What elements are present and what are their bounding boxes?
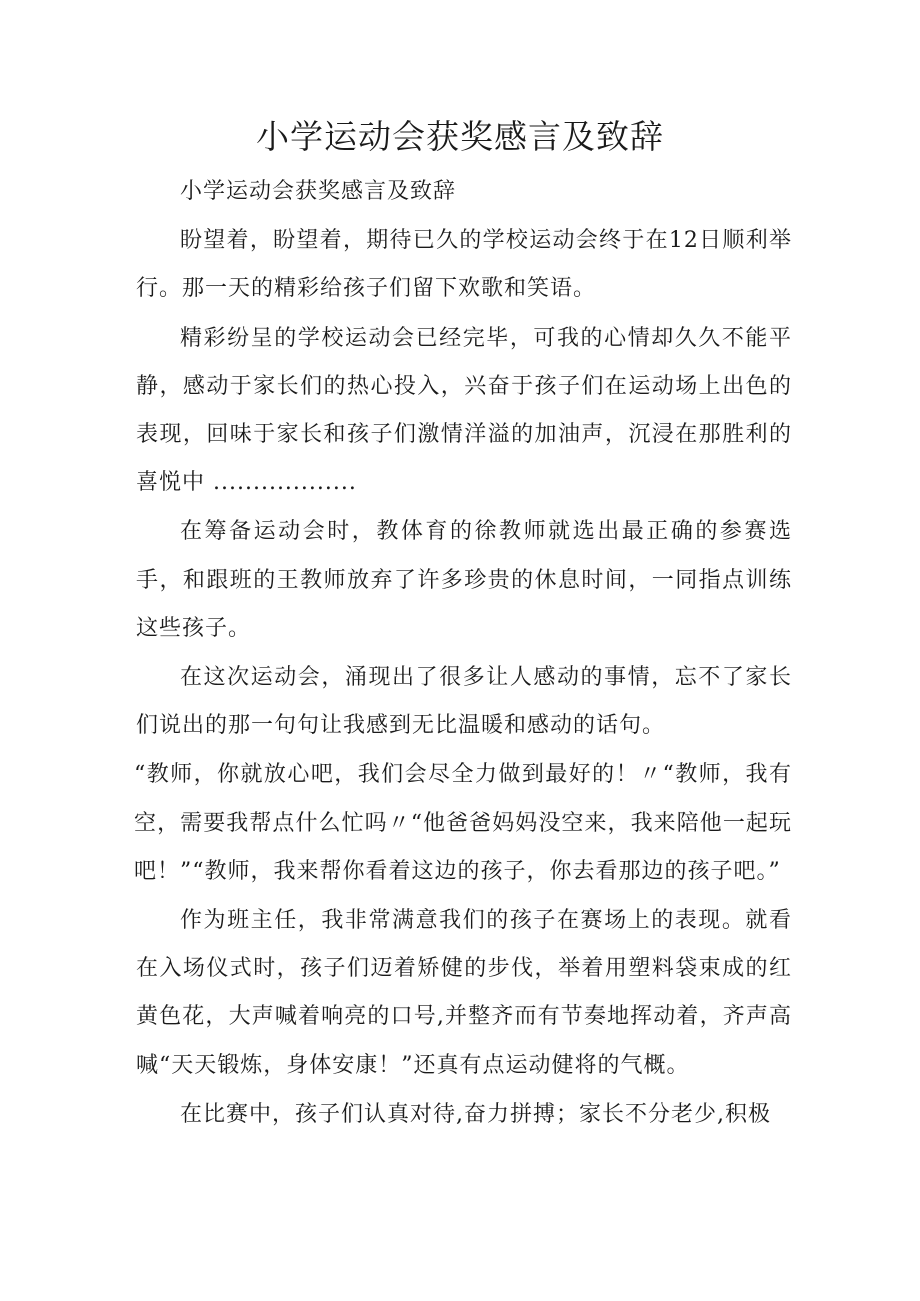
paragraph-feelings: 精彩纷呈的学校运动会已经完毕，可我的心情却久久不能平静，感动于家长们的热心投入，兴奋于孩子们在运动场上出色的表现，回味于家长和孩子们激情洋溢的加油声，沉浸在那胜利的喜悦中 .................. xyxy=(136,325,792,496)
document-title: 小学运动会获奖感言及致辞 xyxy=(256,117,664,156)
paragraph-opening-ceremony: 作为班主任，我非常满意我们的孩子在赛场上的表现。就看在入场仪式时，孩子们迈着矫健的步伐，举着用塑料袋束成的红黄色花，大声喊着响亮的口号,并整齐而有节奏地挥动着，齐声高喊“天天锻炼，身体安康！”还真有点运动健将的气概。 xyxy=(136,908,792,1078)
paragraph-opening: 盼望着，盼望着，期待已久的学校运动会终于在12日顺利举行。那一天的精彩给孩子们留下欢歌和笑语。 xyxy=(136,228,792,302)
paragraph-parent-quotes: “教师，你就放心吧，我们会尽全力做到最好的！〃“教师，我有空，需要我帮点什么忙吗〃“他爸爸妈妈没空来，我来陪他一起玩吧！”“教师，我来帮你看着这边的孩子，你去看那边的孩子吧。” xyxy=(134,762,792,884)
document-body xyxy=(136,168,792,1140)
paragraph-moving-events: 在这次运动会，涌现出了很多让人感动的事情，忘不了家长们说出的那一句句让我感到无比温暖和感动的话句。 xyxy=(136,665,792,739)
subtitle-paragraph: 小学运动会获奖感言及致辞 xyxy=(180,179,457,204)
paragraph-preparation: 在筹备运动会时，教体育的徐教师就选出最正确的参赛选手，和跟班的王教师放弃了许多珍贵的休息时间，一同指点训练这些孩子。 xyxy=(136,519,792,641)
paragraph-competition: 在比赛中，孩子们认真对待,奋力拼搏；家长不分老少,积极 xyxy=(180,1101,771,1127)
